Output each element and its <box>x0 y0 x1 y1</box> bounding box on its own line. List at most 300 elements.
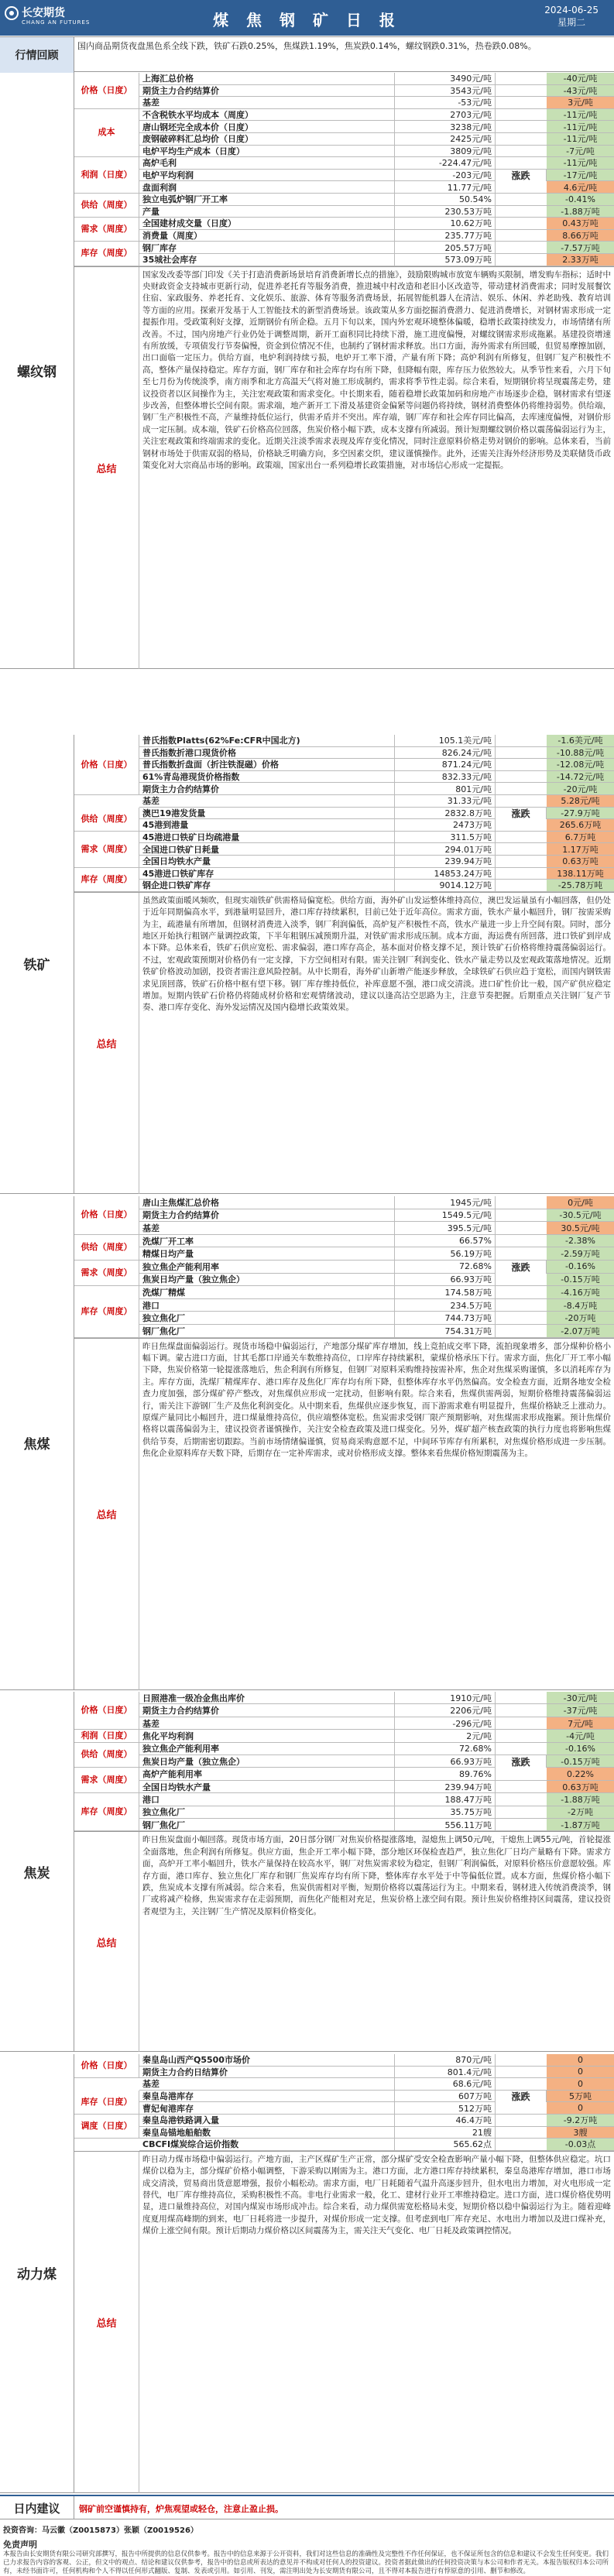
indicator-table <box>74 1196 614 1338</box>
indicator-row <box>139 1247 614 1261</box>
indicator-name: 钢厂焦化厂 <box>139 1325 395 1337</box>
indicator-value: 565.62点 <box>395 2139 496 2150</box>
indicator-value: 1910元/吨 <box>395 1692 496 1703</box>
indicator-change: -40元/吨 <box>547 73 614 84</box>
indicator-name: 独立电弧炉钢厂开工率 <box>139 194 395 205</box>
indicator-change: 5.28元/吨 <box>547 795 614 807</box>
indicator-change: -11元/吨 <box>547 133 614 145</box>
category-cell: 价格（日度） <box>74 735 139 795</box>
indicator-row <box>139 832 614 844</box>
indicator-change: -1.6美元/吨 <box>547 735 614 746</box>
indicator-change: -11元/吨 <box>547 121 614 132</box>
indicator-row <box>139 1274 614 1287</box>
indicator-name: 港口 <box>139 1299 395 1312</box>
indicator-change: -17元/吨 <box>547 170 614 181</box>
indicator-row <box>139 2127 614 2139</box>
section-label: 螺纹钢 <box>0 73 74 668</box>
indicator-value: 871.24元/吨 <box>395 759 496 770</box>
indicator-name: 普氏指数折港口现货价格 <box>139 747 395 759</box>
section-label: 焦炭 <box>0 1692 74 2051</box>
indicator-name: 废钢破碎料汇总均价（日度） <box>139 133 395 145</box>
indicator-name: 35城社会库存 <box>139 254 395 266</box>
market-review <box>0 36 614 72</box>
indicator-name: 秦皇岛港库存 <box>139 2091 395 2102</box>
indicator-row <box>139 206 614 218</box>
advice-label: 日内建议 <box>0 2496 74 2519</box>
indicator-row <box>139 1768 614 1780</box>
section-summary <box>74 266 614 669</box>
indicator-name: 独立焦企产能利用率 <box>139 1261 395 1273</box>
indicator-value: 801元/吨 <box>395 783 496 794</box>
indicator-change: 0.63万吨 <box>547 856 614 867</box>
indicator-value: 239.94万吨 <box>395 1781 496 1792</box>
section-summary <box>74 2151 614 2493</box>
category-cell: 库存（周度） <box>74 868 139 892</box>
indicator-change: -2.59万吨 <box>547 1247 614 1260</box>
category-cell: 需求（周度） <box>74 1261 139 1286</box>
trend-label: 涨跌 <box>496 2091 547 2103</box>
indicator-change: 0 <box>547 2054 614 2066</box>
indicator-change: 0 <box>547 2078 614 2090</box>
indicator-change: 0元/吨 <box>547 1196 614 1209</box>
indicator-name: 独立焦企产能利用率 <box>139 1743 395 1754</box>
indicator-row <box>139 2054 614 2067</box>
advice-text: 钢矿前空谨慎持有，炉焦观望或轻仓，注意止盈止损。 <box>79 2504 283 2514</box>
category-cell: 价格（日度） <box>74 1692 139 1730</box>
indicator-change: -30.5元/吨 <box>547 1209 614 1222</box>
indicator-value: -224.47元/吨 <box>395 157 496 169</box>
indicator-value: 50.54% <box>395 194 496 205</box>
indicator-table <box>74 735 614 892</box>
indicator-change: -0.15万吨 <box>547 1755 614 1767</box>
summary-label: 总结 <box>74 2152 139 2493</box>
category-cell: 库存（周度） <box>74 1286 139 1337</box>
section-1 <box>0 735 614 1194</box>
indicator-value: 3238元/吨 <box>395 121 496 132</box>
indicator-value: 239.94万吨 <box>395 856 496 867</box>
indicator-name: 普氏指数Platts(62%Fe:CFR中国北方) <box>139 735 395 746</box>
indicator-name: 高炉产能利用率 <box>139 1768 395 1779</box>
intraday-advice <box>0 2495 614 2519</box>
category-cell: 供给（周度） <box>74 808 139 832</box>
indicator-change: -0.03点 <box>547 2139 614 2150</box>
indicator-value: 10.62万吨 <box>395 218 496 229</box>
indicator-change: -9.2万吨 <box>547 2115 614 2126</box>
indicator-row <box>139 1819 614 1831</box>
category-cell: 需求（周度） <box>74 218 139 242</box>
category-cell: 供给（周度） <box>74 1743 139 1768</box>
indicator-value: 1945元/吨 <box>395 1196 496 1209</box>
indicator-row <box>139 133 614 146</box>
indicator-table <box>74 1692 614 1831</box>
indicator-change: -0.41% <box>547 194 614 205</box>
indicator-change: -0.15万吨 <box>547 1274 614 1286</box>
indicator-row <box>139 2139 614 2151</box>
indicator-change: -2万吨 <box>547 1806 614 1818</box>
indicator-row <box>139 1704 614 1717</box>
indicator-name: 不含税铁水平均成本（周度） <box>139 109 395 121</box>
indicator-change: 0.43万吨 <box>547 218 614 229</box>
indicator-value: -203元/吨 <box>395 170 496 181</box>
disclaimer-title: 免责声明 <box>3 2540 37 2550</box>
contact-info: 投资咨询：马云徽（Z0015873）张颖（Z0019526） <box>3 2526 198 2535</box>
indicator-name: 盘面利润 <box>139 181 395 193</box>
indicator-value: 66.93万吨 <box>395 1755 496 1767</box>
indicator-value: 35.75万吨 <box>395 1806 496 1818</box>
indicator-name: 高炉毛利 <box>139 157 395 169</box>
indicator-name: 秦皇岛锚地船舶数 <box>139 2127 395 2139</box>
category-cell: 供给（周度） <box>74 1235 139 1261</box>
indicator-value: 9014.12万吨 <box>395 880 496 891</box>
section-summary <box>74 892 614 1194</box>
indicator-value: 66.93万吨 <box>395 1274 496 1286</box>
indicator-change: 0 <box>547 2067 614 2078</box>
indicator-value: 512万吨 <box>395 2102 496 2114</box>
indicator-value: 2元/吨 <box>395 1730 496 1741</box>
summary-label: 总结 <box>74 893 139 1194</box>
indicator-row <box>139 747 614 760</box>
indicator-name: 全国建材成交量（日度） <box>139 218 395 229</box>
category-cell: 价格（日度） <box>74 2054 139 2078</box>
indicator-row <box>139 109 614 122</box>
summary-text: 虽然政策面暖风频吹，但现实端铁矿供需格局偏宽松。供给方面，海外矿山发运整体维持高位，澳巴发运量虽有小幅回落，但仍处于近年同期偏高水平，到港量明显回升，港口库存持续累积，目前已处于近年高位。需求方面，铁水产量小幅回升，钢厂按需采购为主，疏港量有所增加，但钢材消费进入淡季，钢厂利润偏低，高炉复产积极性不高，铁水产量进一步上升空间有限。同时，部分地区开始执行粗钢产量调控政策，下半年粗钢压减预期升温，对铁矿需求形成压制。成本方面，海运费有所回落，进口铁矿到岸成本下降。总体来看，铁矿石供应宽松、需求偏弱，港口库存高企，基本面对价格支撑不足，预计铁矿石价格将维持震荡偏弱运行。不过，宏观政策预期对价格仍有一定支撑，下方空间相对有限。需关注钢厂利润变化、铁水产量走势以及宏观政策落地情况。近期铁矿价格波动加剧，投资者需注意风险控制。从中长期看，海外矿山新增产能逐步释放，全球铁矿石供应趋于宽松，而国内钢铁需求见顶回落，铁矿石价格中枢有望下移。钢厂库存维持低位，补库意愿不强，港口成交清淡。进口矿性价比一般，国产矿供应稳定增加。短期内铁矿石价格仍将随成材价格和宏观情绪波动，建议以逢高沽空思路为主，注意节奏把握。后期重点关注钢厂复产节奏、港口库存变化、海外发运情况及国内稳增长政策效果。 <box>142 895 611 1013</box>
indicator-row <box>139 868 614 880</box>
indicator-name: 全国进口铁矿日耗量 <box>139 843 395 855</box>
indicator-name: 产量 <box>139 206 395 218</box>
indicator-name: 焦炭日均产量（独立焦企） <box>139 1755 395 1767</box>
indicator-name: 期货主力合约日结算价 <box>139 2067 395 2078</box>
indicator-change: 0.63万吨 <box>547 1781 614 1792</box>
indicator-change: 30.5元/吨 <box>547 1222 614 1234</box>
indicator-name: 秦皇岛港铁路调入量 <box>139 2115 395 2126</box>
indicator-name: 钢企进口铁矿库存 <box>139 880 395 891</box>
indicator-table <box>74 73 614 266</box>
summary-label: 总结 <box>74 267 139 669</box>
indicator-change: 3艘 <box>547 2127 614 2139</box>
indicator-value: 174.58万吨 <box>395 1286 496 1298</box>
indicator-value: 2206元/吨 <box>395 1704 496 1716</box>
section-2 <box>0 1196 614 1690</box>
indicator-value: 754.31万吨 <box>395 1325 496 1337</box>
indicator-name: 港口 <box>139 1793 395 1805</box>
indicator-name: 曹妃甸港库存 <box>139 2102 395 2114</box>
date-text: 2024-06-25 <box>544 5 599 15</box>
category-cell: 供给（周度） <box>74 194 139 218</box>
indicator-change: 0.22% <box>547 1768 614 1779</box>
indicator-change: 1.17万吨 <box>547 843 614 855</box>
indicator-name: 唐山主焦煤汇总价格 <box>139 1196 395 1209</box>
indicator-change: -1.88万吨 <box>547 206 614 218</box>
indicator-value: 68.6元/吨 <box>395 2078 496 2090</box>
indicator-row <box>139 1299 614 1312</box>
category-cell: 需求（周度） <box>74 1768 139 1793</box>
indicator-row <box>139 1743 614 1755</box>
indicator-row <box>139 85 614 98</box>
weekday-text: 星期二 <box>557 17 586 28</box>
indicator-value: 2832.8万吨 <box>395 808 496 819</box>
indicator-name: 日照港准一级冶金焦出库价 <box>139 1692 395 1703</box>
category-cell: 价格（日度） <box>74 73 139 109</box>
logo-en-text: CHANG AN FUTURES <box>22 19 91 26</box>
indicator-value: 188.47万吨 <box>395 1793 496 1805</box>
indicator-change: -12.08元/吨 <box>547 759 614 770</box>
indicator-value: 573.09万吨 <box>395 254 496 266</box>
indicator-change: -25.78万吨 <box>547 880 614 891</box>
indicator-name: 精煤日均产量 <box>139 1247 395 1260</box>
indicator-name: 45港进口铁矿库存 <box>139 868 395 880</box>
category-cell: 需求（周度） <box>74 832 139 868</box>
indicator-row <box>139 254 614 266</box>
indicator-row <box>139 1781 614 1793</box>
indicator-change: -20元/吨 <box>547 783 614 794</box>
indicator-change: 138.11万吨 <box>547 868 614 880</box>
indicator-row <box>139 2102 614 2115</box>
indicator-change: 8.66万吨 <box>547 230 614 242</box>
indicator-value: 72.68% <box>395 1743 496 1754</box>
review-label: 行情回顾 <box>0 37 74 73</box>
indicator-name: 期货主力合约结算价 <box>139 1704 395 1716</box>
indicator-change: -4.16万吨 <box>547 1286 614 1298</box>
indicator-change: -20万吨 <box>547 1312 614 1324</box>
indicator-value: 832.33元/吨 <box>395 771 496 783</box>
indicator-row <box>139 819 614 832</box>
indicator-change: -0.16% <box>547 1261 614 1273</box>
summary-text: 昨日动力煤市场稳中偏弱运行。产地方面，主产区煤矿生产正常，部分煤矿受安全检查影响产量小幅下降，但整体供应稳定。坑口煤价以稳为主，部分煤矿价格小幅调整，下游采购以刚需为主。港口方面，北方港口库存持续累积，秦皇岛港库存增加，港口市场成交清淡，贸易商出货意愿增强，报价小幅松动。需求方面，电厂日耗随着气温升高逐步回升，但水电出力增加，对火电形成一定替代，电厂库存维持高位，采购积极性不高。非电行业需求一般，化工、建材行业开工率维持稳定。进口方面，进口煤价格优势明显，进口量维持高位，对国内煤炭市场形成冲击。综合来看，动力煤供需宽松格局未变，短期价格以稳中偏弱运行为主。随着迎峰度夏用煤高峰期的到来，电厂日耗将进一步提升，对煤价形成一定支撑。但考虑到电厂库存充足、水电出力增加以及进口煤补充，煤价上涨空间有限。预计后期动力煤价格以区间震荡为主，需关注天气变化、电厂日耗及政策调控情况。 <box>142 2154 611 2236</box>
indicator-value: 235.77万吨 <box>395 230 496 242</box>
review-text: 国内商品期货夜盘黑色系全线下跌，铁矿石跌0.25%，焦煤跌1.19%，焦炭跌0.14%，螺纹钢跌0.31%，热卷跌0.08%。 <box>77 41 537 51</box>
indicator-change: -11元/吨 <box>547 157 614 169</box>
indicator-name: 焦化平均利润 <box>139 1730 395 1741</box>
indicator-name: 消费量（周度） <box>139 230 395 242</box>
indicator-row <box>139 783 614 795</box>
indicator-name: 基差 <box>139 1717 395 1729</box>
indicator-value: 89.76% <box>395 1768 496 1779</box>
indicator-value: 31.33元/吨 <box>395 795 496 807</box>
category-cell: 库存（日度） <box>74 2091 139 2115</box>
section-4 <box>0 2054 614 2493</box>
indicator-change: -7元/吨 <box>547 146 614 157</box>
indicator-name: 独立焦化厂 <box>139 1312 395 1324</box>
indicator-change: 5万吨 <box>547 2091 614 2102</box>
indicator-value: 826.24元/吨 <box>395 747 496 759</box>
indicator-name: 独立焦化厂 <box>139 1806 395 1818</box>
indicator-name: 钢厂库存 <box>139 242 395 253</box>
indicator-name: 45港到港量 <box>139 819 395 831</box>
indicator-row <box>139 795 614 808</box>
indicator-row <box>139 2067 614 2079</box>
section-0 <box>0 73 614 669</box>
indicator-change: -1.87万吨 <box>547 1819 614 1830</box>
indicator-change: -37元/吨 <box>547 1704 614 1716</box>
indicator-row <box>139 1312 614 1325</box>
indicator-change: -4元/吨 <box>547 1730 614 1741</box>
section-label: 动力煤 <box>0 2054 74 2492</box>
indicator-value: -53元/吨 <box>395 97 496 108</box>
indicator-row <box>139 843 614 856</box>
category-cell: 价格（日度） <box>74 1196 139 1235</box>
indicator-value: 230.53万吨 <box>395 206 496 218</box>
indicator-change: -7.57万吨 <box>547 242 614 253</box>
indicator-change: 0 <box>547 2102 614 2114</box>
indicator-row <box>139 146 614 158</box>
category-cell: 利润（日度） <box>74 1730 139 1742</box>
indicator-row <box>139 880 614 892</box>
indicator-name: 期货主力合约结算价 <box>139 783 395 794</box>
indicator-name: 电炉平均生产成本（日度） <box>139 146 395 157</box>
indicator-row <box>139 1806 614 1819</box>
indicator-name: 电炉平均利润 <box>139 170 395 181</box>
indicator-row <box>139 1222 614 1235</box>
report-header <box>0 0 614 36</box>
indicator-name: 普氏指数折盘面（折注铁混磁）价格 <box>139 759 395 770</box>
category-cell: 成本 <box>74 109 139 157</box>
indicator-value: 205.57万吨 <box>395 242 496 253</box>
indicator-name: 期货主力合约结算价 <box>139 85 395 97</box>
indicator-name: 61%青岛港现货价格指数 <box>139 771 395 783</box>
indicator-value: 607万吨 <box>395 2091 496 2102</box>
indicator-row <box>139 1286 614 1299</box>
indicator-row <box>139 1209 614 1223</box>
indicator-row <box>139 97 614 109</box>
report-title: 煤 焦 钢 矿 日 报 <box>213 11 401 29</box>
disclaimer-text: 本报告由长安期货有限公司研究部撰写，报告中所提供的信息仅供参考。报告中的信息来源于公开资料，我们对这些信息的准确性及完整性不作任何保证，也不保证所包含的信息和建议不会发生任何变更。我们已力求报告内容的客观、公正，但文中的观点、结论和建议仅供参考，报告中的信息或所表达的意见并不构成对任何人的投资建议。投资者据此做出的任何投资决策与本公司和作者无关。本报告版权归本公司所有，未经书面许可，任何机构和个人不得以任何形式翻版、复制、发表或引用。如引用、刊发，需注明出处为长安期货有限公司，且不得对本报告进行有悖原意的引用、删节和修改。 <box>3 2550 609 2575</box>
indicator-name: 秦皇岛山西产Q5500市场价 <box>139 2054 395 2066</box>
indicator-value: 294.01万吨 <box>395 843 496 855</box>
indicator-value: 66.57% <box>395 1235 496 1247</box>
category-cell: 利润（日度） <box>74 157 139 194</box>
indicator-row <box>139 1325 614 1338</box>
indicator-name: 洗煤厂精煤 <box>139 1286 395 1298</box>
indicator-name: 洗煤厂开工率 <box>139 1235 395 1247</box>
report-date <box>544 4 599 29</box>
indicator-value: -296元/吨 <box>395 1717 496 1729</box>
indicator-value: 234.5万吨 <box>395 1299 496 1312</box>
indicator-change: -30元/吨 <box>547 1692 614 1703</box>
indicator-row <box>139 121 614 133</box>
indicator-row <box>139 73 614 85</box>
indicator-change: 2.33万吨 <box>547 254 614 266</box>
indicator-value: 2473万吨 <box>395 819 496 831</box>
indicator-change: 6.7万吨 <box>547 832 614 843</box>
indicator-name: 澳巴19港发货量 <box>139 808 395 819</box>
summary-text: 昨日焦煤盘面偏弱运行。现货市场稳中偏弱运行，产地部分煤矿库存增加，线上竞拍成交率下降，流拍现象增多，部分煤种价格小幅下调。蒙古进口方面，甘其毛都口岸通关车数维持高位，口岸库存持续累积，蒙煤价格承压下行。需求方面，焦化厂开工率小幅下降，焦炭价格第一轮提涨落地后，焦企利润有所修复，但钢厂对原料采购维持按需补库，焦企对焦煤采购谨慎，多以消耗库存为主。库存方面，洗煤厂精煤库存、港口库存及焦化厂库存均有所下降，但整体库存水平仍然偏高。安全检查方面，近期各地安全检查力度加强，部分煤矿停产整改，对焦煤供应形成一定扰动，但影响有限。综合来看，焦煤供需两弱，短期价格维持震荡偏弱运行，需关注下游钢厂生产及焦化利润变化。从中期来看，焦煤供应逐步恢复，而下游需求难有明显提升，焦煤价格缺乏上涨动力。原煤产量同比小幅回升，进口煤量维持高位，供应端整体宽松。焦炭需求受钢厂限产预期影响，对焦煤需求形成拖累。预计焦煤价格将以震荡偏弱为主，建议投资者谨慎操作，关注安全检查政策及进口煤变化。另外，煤矿超产核查政策的执行力度也将影响焦煤供给节奏，后期需密切跟踪。当前市场情绪偏谨慎，贸易商采购意愿不足，中间环节库存有所累积，对焦煤价格形成进一步压制。焦化企业原料库存天数下降，后期存在一定补库需求，或对价格形成支撑。整体来看焦煤价格短期震荡为主。 <box>142 1341 611 1459</box>
indicator-value: 2703元/吨 <box>395 109 496 121</box>
indicator-change: -2.07万吨 <box>547 1325 614 1337</box>
indicator-row <box>139 242 614 254</box>
summary-text: 国家发改委等部门印发《关于打造消费新场景培育消费新增长点的措施》，鼓励限购城市放宽车辆购买限制，增发购车指标；适时中央财政资金支持城市更新行动，促进养老托育等服务消费，推进城中村改造和老旧小区改造等，带动建材消费需求；同时发展餐饮住宿、家政服务、养老托育、文化娱乐、旅游、体育等服务消费场景，拓展智能机器人在清洁、娱乐、休闲、养老助残、教育培训等方面的应用。探索开发基于人工智能技术的新型消费场景。该政策从多方面挖掘消费潜力、促进消费增长，对钢材需求形成一定提振作用。受政策利好支撑，近期钢价有所企稳。五月下旬以来，国内外宏观环境整体偏暖，稳增长政策持续发力，市场情绪有所改善。不过，国内房地产行业仍处于调整周期，新开工面积同比持续下滑，施工进度偏慢，对螺纹钢需求形成拖累。基建投资增速有所放缓，专项债发行节奏偏慢，资金到位情况不佳，也制约了钢材需求释放。出口方面，海外需求有所回暖，但贸易摩擦加剧，出口面临一定压力。供给方面，电炉利润持续亏损，电炉开工率下滑，产量有所下降；高炉利润有所修复，但钢厂复产积极性不高，整体产量保持稳定。库存方面，钢厂库存和社会库存均有所下降，但降幅有限，库存压力依然较大。从季节性来看，六月下旬至七月份为传统淡季，南方雨季和北方高温天气将对施工形成制约，需求将季节性走弱。综合来看，短期钢价将呈现震荡走势，建议投资者以区间操作为主，关注宏观政策和需求变化。中长期来看，随着稳增长政策加码和房地产市场逐步企稳，钢材需求有望逐步改善，但整体增长空间有限。需求端，地产新开工下滑及基建资金偏紧等问题仍将持续，钢材消费整体仍将维持弱势。供给端，钢厂生产积极性不高，产量维持低位运行，供需矛盾并不突出。库存端，钢厂库存和社会库存同比偏高，去库速度偏慢，对钢价形成一定压制。成本端，铁矿石价格高位回落，焦炭价格小幅下跌，成本支撑有所减弱。预计短期螺纹钢价格以震荡偏弱运行为主，关注宏观政策和终端需求的变化。近期关注淡季需求表现及库存变化情况，同时注意原料价格走势对钢价的影响。总体来看，当前钢材市场处于供需双弱的格局，价格缺乏明确方向，多空因素交织，建议谨慎操作。此外，还需关注海外经济形势及美联储货币政策变化对大宗商品市场的影响。政策端，国家出台一系列稳增长政策措施，对市场信心形成一定提振。 <box>142 269 611 471</box>
indicator-name: 全国日均铁水产量 <box>139 1781 395 1792</box>
indicator-change: 265.6万吨 <box>547 819 614 831</box>
category-cell: 调度（日度） <box>74 2115 139 2139</box>
indicator-name: 基差 <box>139 97 395 108</box>
indicator-change: -0.16% <box>547 1743 614 1754</box>
section-label: 铁矿 <box>0 735 74 1193</box>
indicator-value: 21艘 <box>395 2127 496 2139</box>
indicator-row <box>139 218 614 230</box>
indicator-row <box>139 1717 614 1730</box>
indicator-change: -27.9万吨 <box>547 808 614 819</box>
section-3 <box>0 1692 614 2052</box>
indicator-row <box>139 1692 614 1704</box>
indicator-change: -11元/吨 <box>547 109 614 121</box>
indicator-value: 744.73万吨 <box>395 1312 496 1324</box>
indicator-row <box>139 759 614 771</box>
indicator-name: 期货主力合约结算价 <box>139 1209 395 1222</box>
indicator-value: 105.1美元/吨 <box>395 735 496 746</box>
indicator-name: 基差 <box>139 2078 395 2090</box>
trend-label: 涨跌 <box>496 1261 547 1274</box>
indicator-value: 3490元/吨 <box>395 73 496 84</box>
indicator-row <box>139 735 614 747</box>
indicator-name: 上海汇总价格 <box>139 73 395 84</box>
indicator-name: 基差 <box>139 795 395 807</box>
indicator-value: 14853.24万吨 <box>395 868 496 880</box>
indicator-value: 3543元/吨 <box>395 85 496 97</box>
indicator-name: 焦炭日均产量（独立焦企） <box>139 1274 395 1286</box>
summary-label: 总结 <box>74 1832 139 2052</box>
section-label: 焦煤 <box>0 1196 74 1689</box>
indicator-row <box>139 1730 614 1742</box>
logo-cn-text: 长安期货 <box>22 7 65 19</box>
indicator-row <box>139 157 614 170</box>
indicator-change: -1.88万吨 <box>547 1793 614 1805</box>
indicator-change: -43元/吨 <box>547 85 614 97</box>
indicator-change: 3元/吨 <box>547 97 614 108</box>
indicator-value: 3809元/吨 <box>395 146 496 157</box>
indicator-row <box>139 1196 614 1209</box>
indicator-value: 72.68% <box>395 1261 496 1273</box>
indicator-row <box>139 2078 614 2091</box>
trend-label: 涨跌 <box>496 1755 547 1768</box>
indicator-value: 2425元/吨 <box>395 133 496 145</box>
indicator-row <box>139 230 614 242</box>
indicator-name: 基差 <box>139 1222 395 1234</box>
indicator-value: 395.5元/吨 <box>395 1222 496 1234</box>
section-summary <box>74 1831 614 2052</box>
category-cell: 库存（周度） <box>74 242 139 266</box>
indicator-change: -10.88元/吨 <box>547 747 614 759</box>
indicator-row <box>139 181 614 194</box>
indicator-table <box>74 2054 614 2151</box>
indicator-value: 1549.5元/吨 <box>395 1209 496 1222</box>
summary-text: 昨日焦炭盘面小幅回落。现货市场方面，20日部分钢厂对焦炭价格提涨落地，湿熄焦上调50元/吨，干熄焦上调55元/吨，首轮提涨全面落地，焦企利润有所修复。供应方面，焦企开工率小幅下降，部分地区环保检查趋严，独立焦化厂日均产量略有下降。需求方面，高炉开工率小幅回升，铁水产量保持在较高水平，钢厂对焦炭需求较为稳定，但钢厂利润偏低，对原料价格压价意愿较强。库存方面，港口库存、独立焦化厂库存和钢厂焦炭库存均有所下降，整体库存水平处于中等偏低位置。成本方面，焦煤价格小幅下跌，焦炭成本支撑有所减弱。综合来看，焦炭供需相对平衡，短期价格将以震荡运行为主。中期来看，钢材进入传统消费淡季，钢厂或将减产检修，焦炭需求存在走弱预期，而焦化产能相对充足，焦炭价格上涨空间有限。预计焦炭价格维持区间震荡，建议投资者观望为主，关注钢厂生产情况及原料价格变化。 <box>142 1835 611 1916</box>
section-summary <box>74 1338 614 1690</box>
indicator-name: CBCFI煤炭综合运价指数 <box>139 2139 395 2150</box>
indicator-change: -2.38% <box>547 1235 614 1247</box>
indicator-change: 4.6元/吨 <box>547 181 614 193</box>
indicator-value: 311.5万吨 <box>395 832 496 843</box>
trend-label: 涨跌 <box>496 808 547 820</box>
indicator-row <box>139 1793 614 1806</box>
indicator-value: 56.19万吨 <box>395 1247 496 1260</box>
indicator-change: 7元/吨 <box>547 1717 614 1729</box>
indicator-row <box>139 194 614 206</box>
indicator-value: 870元/吨 <box>395 2054 496 2066</box>
indicator-change: -8.4万吨 <box>547 1299 614 1312</box>
trend-label: 涨跌 <box>496 170 547 182</box>
indicator-row <box>139 771 614 784</box>
indicator-row <box>139 1235 614 1248</box>
indicator-row <box>139 856 614 868</box>
indicator-name: 45港进口铁矿日均疏港量 <box>139 832 395 843</box>
indicator-value: 46.4万吨 <box>395 2115 496 2126</box>
indicator-name: 钢厂焦化厂 <box>139 1819 395 1830</box>
indicator-name: 唐山钢坯完全成本价（日度） <box>139 121 395 132</box>
summary-label: 总结 <box>74 1339 139 1690</box>
indicator-value: 11.77元/吨 <box>395 181 496 193</box>
category-cell: 库存（周度） <box>74 1793 139 1831</box>
indicator-row <box>139 2115 614 2127</box>
